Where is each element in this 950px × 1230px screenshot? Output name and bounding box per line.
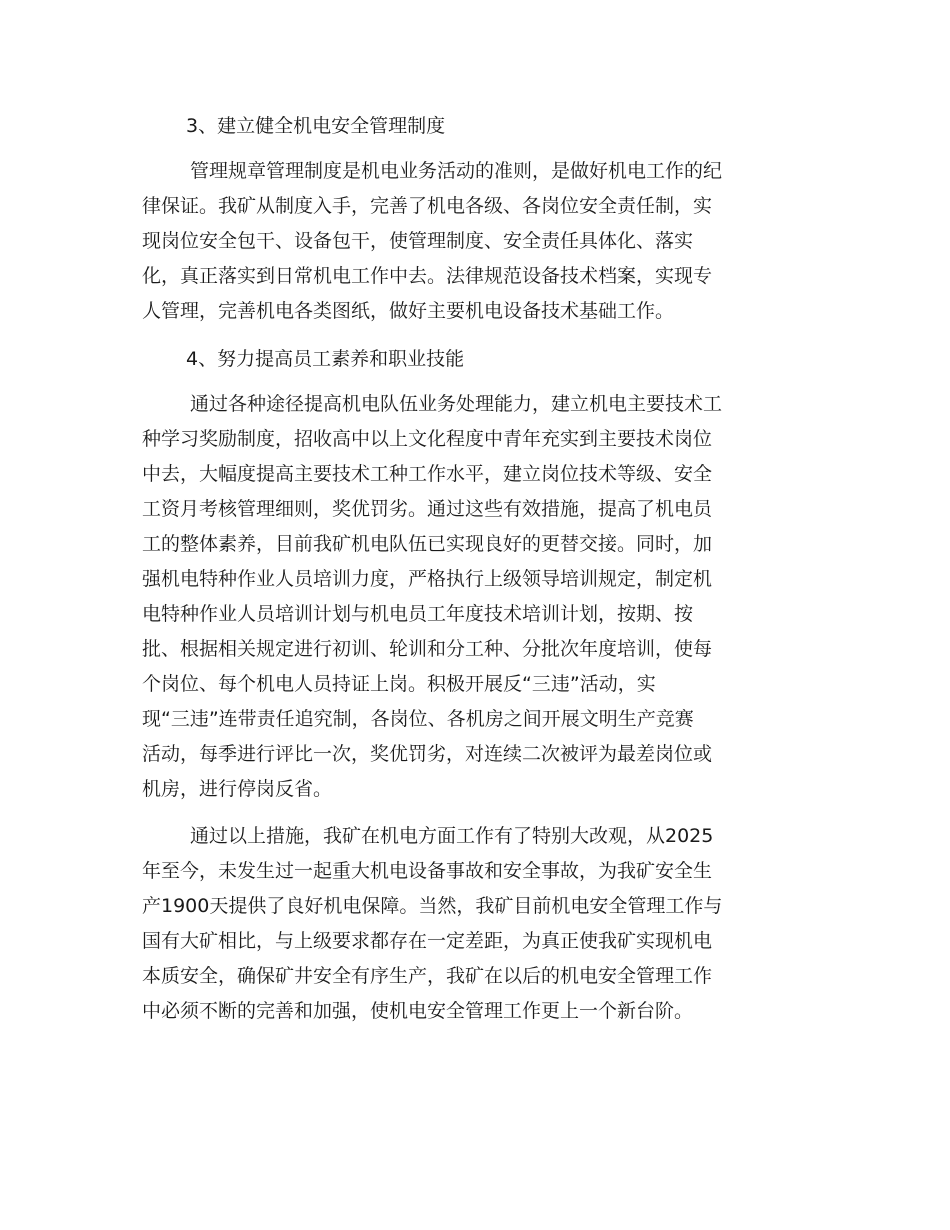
text-line: 种学习奖励制度，招收高中以上文化程度中青年充实到主要技术岗位 xyxy=(142,428,713,450)
section-heading-3: 3、建立健全机电安全管理制度 xyxy=(186,115,446,137)
text-line: 现岗位安全包干、设备包干，使管理制度、安全责任具体化、落实 xyxy=(142,230,694,252)
text-line: 工的整体素养，目前我矿机电队伍已实现良好的更替交接。同时，加 xyxy=(142,533,713,555)
text-line: 化，真正落实到日常机电工作中去。法律规范设备技术档案，实现专 xyxy=(142,265,713,287)
paragraph-summary xyxy=(142,819,802,1029)
text-line: 批、根据相关规定进行初训、轮训和分工种、分批次年度培训，使每 xyxy=(142,638,713,660)
text-line: 律保证。我矿从制度入手，完善了机电各级、各岗位安全责任制，实 xyxy=(142,195,713,217)
text-line: 年至今，未发生过一起重大机电设备事故和安全事故，为我矿安全生 xyxy=(142,860,713,882)
text-line: 个岗位、每个机电人员持证上岗。积极开展反“三违”活动，实 xyxy=(142,673,656,695)
text-line: 现“三违”连带责任追究制，各岗位、各机房之间开展文明生产竞赛 xyxy=(142,708,694,730)
paragraph-4 xyxy=(142,387,802,807)
paragraph-3 xyxy=(142,154,802,329)
text-line: 国有大矿相比，与上级要求都存在一定差距，为真正使我矿实现机电 xyxy=(142,930,713,952)
text-line: 中去，大幅度提高主要技术工种工作水平，建立岗位技术等级、安全 xyxy=(142,463,713,485)
text-line: 电特种作业人员培训计划与机电员工年度技术培训计划，按期、按 xyxy=(142,603,694,625)
text-line: 工资月考核管理细则，奖优罚劣。通过这些有效措施，提高了机电员 xyxy=(142,498,713,520)
text-line: 中必须不断的完善和加强，使机电安全管理工作更上一个新台阶。 xyxy=(142,1000,694,1022)
text-line: 管理规章管理制度是机电业务活动的准则，是做好机电工作的纪 xyxy=(190,160,723,182)
text-line: 产1900天提供了良好机电保障。当然，我矿目前机电安全管理工作与 xyxy=(142,895,723,917)
text-line: 人管理，完善机电各类图纸，做好主要机电设备技术基础工作。 xyxy=(142,300,675,322)
text-line: 通过各种途径提高机电队伍业务处理能力，建立机电主要技术工 xyxy=(190,393,723,415)
section-heading-4: 4、努力提高员工素养和职业技能 xyxy=(186,348,465,370)
document-body xyxy=(142,108,802,1029)
text-line: 通过以上措施，我矿在机电方面工作有了特别大改观，从2025 xyxy=(190,825,714,847)
text-line: 强机电特种作业人员培训力度，严格执行上级领导培训规定，制定机 xyxy=(142,568,713,590)
text-line: 活动，每季进行评比一次，奖优罚劣，对连续二次被评为最差岗位或 xyxy=(142,743,713,765)
text-line: 本质安全，确保矿井安全有序生产，我矿在以后的机电安全管理工作 xyxy=(142,965,713,987)
text-line: 机房，进行停岗反省。 xyxy=(142,778,333,800)
